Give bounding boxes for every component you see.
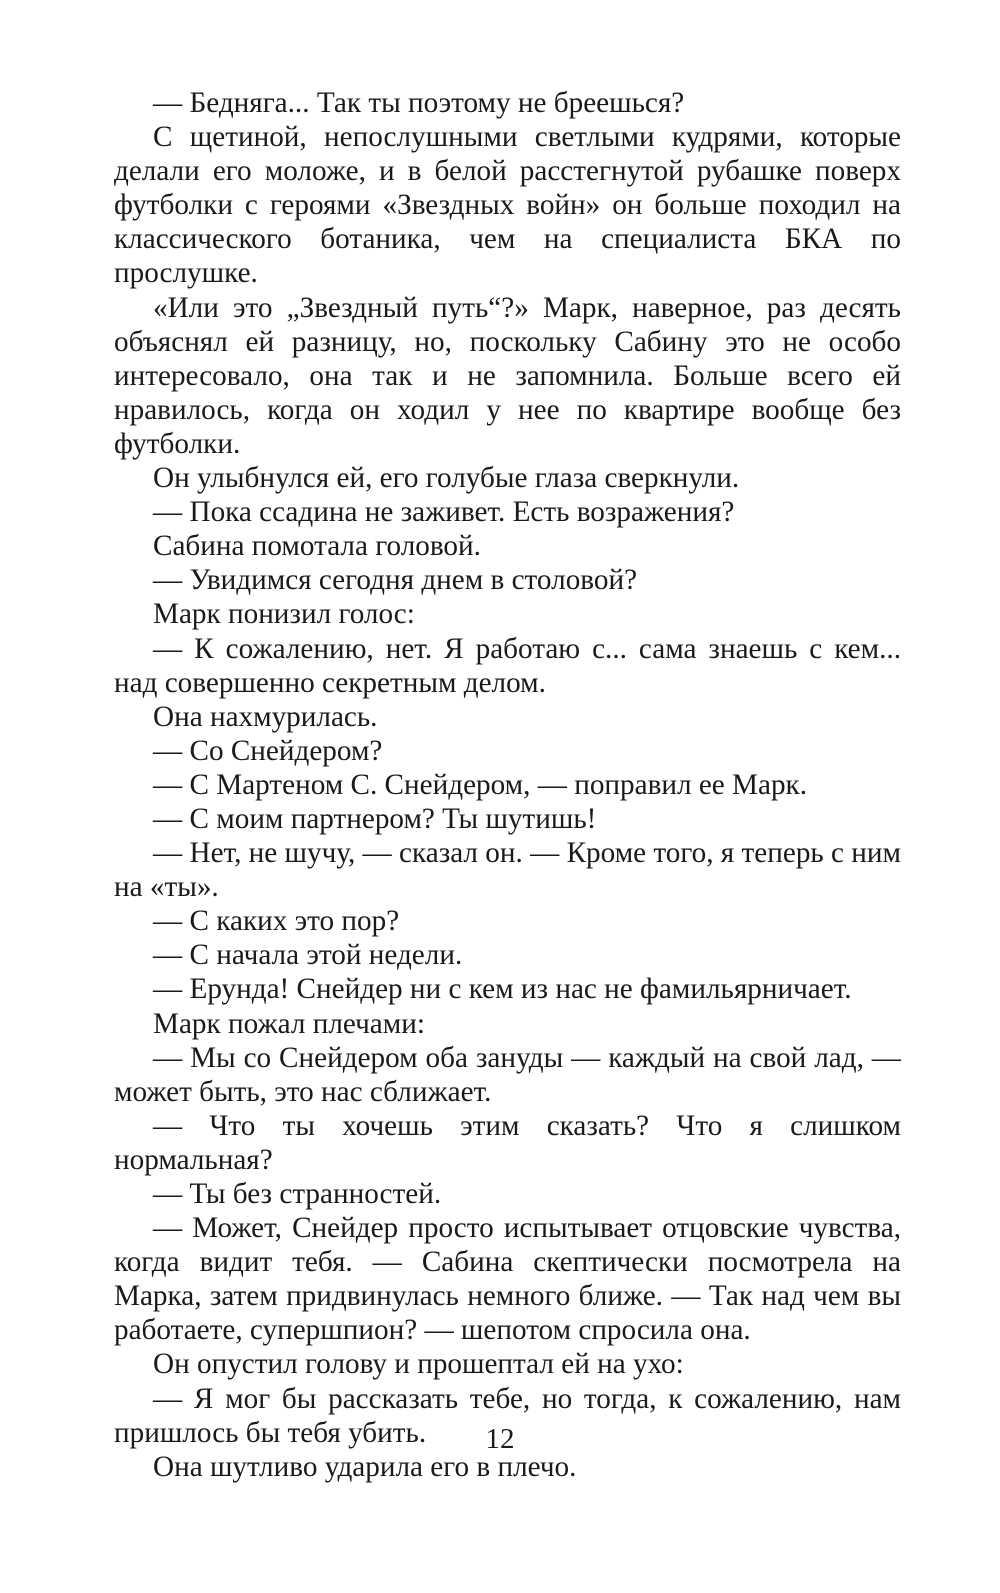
paragraph: — Я мог бы рассказать тебе, но тогда, к сожалению, нам пришлось бы тебя убить.	[114, 1382, 901, 1449]
paragraph: «Или это „Звездный путь“?» Марк, наверное, раз десять объяснял ей разницу, но, поскольку Сабину это не особо интересовало, она так и не запомнила. Больше всего ей нравилось, когда он ходил у нее по квартире вообще без футболки.	[114, 291, 901, 460]
paragraph: — Что ты хочешь этим сказать? Что я слишком нормальная?	[114, 1109, 901, 1176]
paragraph: Она шутливо ударила его в плечо.	[153, 1450, 577, 1483]
paragraph: Она нахмурилась.	[153, 700, 378, 733]
paragraph: — С моим партнером? Ты шутишь!	[153, 802, 597, 835]
paragraph: — Ты без странностей.	[153, 1178, 442, 1210]
paragraph: — С начала этой недели.	[153, 939, 463, 972]
paragraph: — Мы со Снейдером оба зануды — каждый на свой лад, — может быть, это нас сближает.	[114, 1041, 901, 1108]
paragraph: С щетиной, непослушными светлыми кудрями, которые делали его моложе, и в белой расстегнутой рубашке поверх футболки с героями «Звездных войн» он больше походил на классического ботаника, чем на специалиста БКА по прослушке.	[114, 121, 901, 290]
paragraph: Марк пожал плечами:	[153, 1007, 425, 1040]
paragraph: — Ерунда! Снейдер ни с кем из нас не фамильярничает.	[153, 973, 852, 1006]
paragraph: — Увидимся сегодня днем в столовой?	[153, 564, 638, 597]
paragraph: — Может, Снейдер просто испытывает отцовские чувства, когда видит тебя. — Сабина скептически посмотрела на Марка, затем придвинулась немного ближе. — Так над чем вы работаете, супершпион? — шепотом спросила она.	[114, 1212, 901, 1347]
paragraph: — Со Снейдером?	[153, 734, 383, 767]
paragraph: Сабина помотала головой.	[153, 530, 481, 563]
page-number: 12	[485, 1423, 515, 1455]
paragraph: — К сожалению, нет. Я работаю с... сама знаешь с кем... над совершенно секретным делом.	[114, 632, 901, 699]
paragraph: — С каких это пор?	[153, 905, 400, 938]
paragraph: Марк понизил голос:	[153, 598, 415, 631]
paragraph: — Нет, не шучу, — сказал он. — Кроме того, я теперь с ним на «ты».	[114, 837, 901, 904]
body-text	[114, 86, 901, 1484]
paragraph: Он опустил голову и прошептал ей на ухо:	[153, 1348, 684, 1381]
paragraph: — Пока ссадина не заживет. Есть возражения?	[153, 496, 735, 529]
paragraph: — Бедняга... Так ты поэтому не бреешься?	[153, 87, 685, 119]
paragraph: — С Мартеном С. Снейдером, — поправил ее Марк.	[153, 768, 808, 801]
paragraph: Он улыбнулся ей, его голубые глаза сверкнули.	[153, 462, 740, 495]
